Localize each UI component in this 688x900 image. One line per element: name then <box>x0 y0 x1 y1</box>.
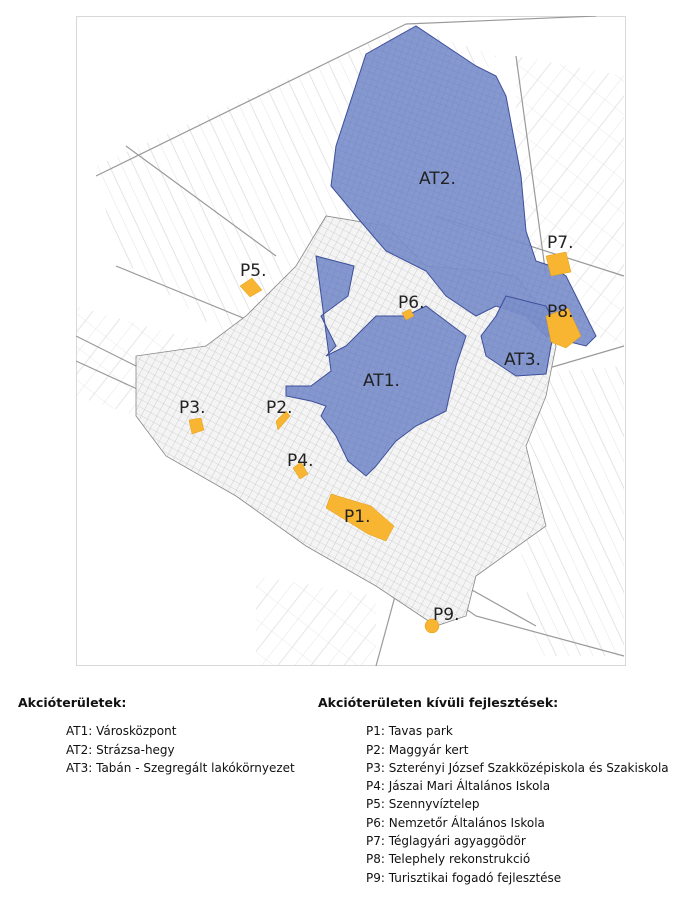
label-p3: P3. <box>179 398 206 418</box>
label-p1: P1. <box>344 507 371 527</box>
legend-external-projects-title: Akcióterületen kívüli fejlesztések: <box>318 695 559 710</box>
legend-item-p8: P8: Telephely rekonstrukció <box>366 852 531 867</box>
label-p5: P5. <box>240 261 267 281</box>
label-at2: AT2. <box>419 169 456 189</box>
label-p8: P8. <box>547 302 574 322</box>
legend-item-at1: AT1: Városközpont <box>66 724 177 739</box>
legend-item-at2: AT2: Strázsa-hegy <box>66 742 175 757</box>
legend-item-p2: P2: Maggyár kert <box>366 742 469 757</box>
legend-external-projects <box>318 694 688 887</box>
legend-item-p6: P6: Nemzetőr Általános Iskola <box>366 815 545 830</box>
label-p2: P2. <box>266 398 293 418</box>
label-at3: AT3. <box>504 350 541 370</box>
legend-item-p1: P1: Tavas park <box>366 724 453 739</box>
label-p9: P9. <box>433 605 460 625</box>
label-at1: AT1. <box>363 371 400 391</box>
legend-item-p9: P9: Turisztikai fogadó fejlesztése <box>366 870 562 885</box>
town-map <box>76 16 626 666</box>
label-p4: P4. <box>287 451 314 471</box>
legend-item-p5: P5: Szennyvíztelep <box>366 797 480 812</box>
legend-item-at3: AT3: Tabán - Szegregált lakókörnyezet <box>66 760 295 775</box>
legend-action-areas-title: Akcióterületek: <box>18 695 127 710</box>
legend-action-areas <box>18 694 318 777</box>
legend-item-p3: P3: Szterényi József Szakközépiskola és Szakiskola <box>366 760 669 775</box>
legend-item-p4: P4: Jászai Mari Általános Iskola <box>366 779 551 794</box>
legend-item-p7: P7: Téglagyári agyaggödör <box>366 834 526 849</box>
label-p7: P7. <box>547 233 574 253</box>
label-p6: P6. <box>398 293 425 313</box>
